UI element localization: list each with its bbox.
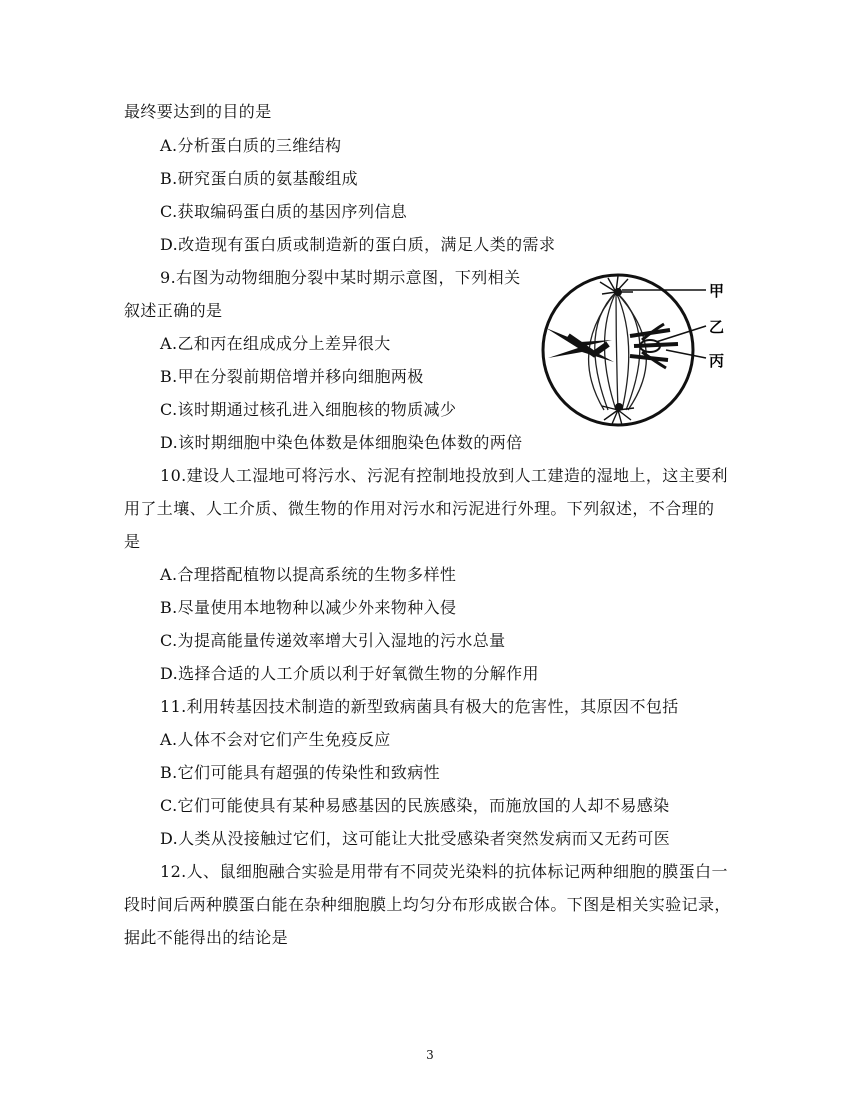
- option-a: A.人体不会对它们产生免疫反应: [160, 730, 391, 749]
- option-c: C.为提高能量传递效率增大引入湿地的污水总量: [160, 631, 506, 650]
- option-d: D.人类从没接触过它们，这可能让大批受感染者突然发病而又无药可医: [160, 829, 671, 848]
- option-a: A.乙和丙在组成成分上差异很大: [160, 334, 391, 353]
- label-yi: 乙: [709, 318, 725, 336]
- text-line: 段时间后两种膜蛋白能在杂种细胞膜上均匀分布形成嵌合体。下图是相关实验记录，: [124, 895, 731, 914]
- text-line: 是: [124, 532, 141, 551]
- option-b: B.它们可能具有超强的传染性和致病性: [160, 763, 441, 782]
- text-line: 据此不能得出的结论是: [124, 928, 289, 947]
- option-b: B.甲在分裂前期倍增并移向细胞两极: [160, 367, 424, 386]
- question-9-stem: 9.右图为动物细胞分裂中某时期示意图，下列相关: [160, 268, 521, 287]
- text-line: 叙述正确的是: [124, 301, 223, 320]
- question-11-stem: 11.利用转基因技术制造的新型致病菌具有极大的危害性，其原因不包括: [160, 697, 679, 716]
- question-10-stem: 10.建设人工湿地可将污水、污泥有控制地投放到人工建造的湿地上，这主要利: [160, 466, 728, 485]
- option-a: A.分析蛋白质的三维结构: [160, 136, 342, 155]
- text-line: 最终要达到的目的是: [124, 102, 272, 121]
- option-c: C.该时期通过核孔进入细胞核的物质减少: [160, 400, 457, 419]
- centriole-bottom: [615, 403, 623, 411]
- option-c: C.获取编码蛋白质的基因序列信息: [160, 202, 408, 221]
- centriole-top: [614, 288, 622, 296]
- option-d: D.选择合适的人工介质以利于好氧微生物的分解作用: [160, 664, 539, 683]
- cell-division-figure: [538, 270, 734, 430]
- question-12-stem: 12.人、鼠细胞融合实验是用带有不同荧光染料的抗体标记两种细胞的膜蛋白一: [160, 862, 728, 881]
- option-c: C.它们可能使具有某种易感基因的民族感染，而施放国的人却不易感染: [160, 796, 670, 815]
- label-jia: 甲: [709, 282, 725, 300]
- option-b: B.尽量使用本地物种以减少外来物种入侵: [160, 598, 457, 617]
- option-d: D.该时期细胞中染色体数是体细胞染色体数的两倍: [160, 433, 523, 452]
- page-number: 3: [426, 1048, 434, 1062]
- option-b: B.研究蛋白质的氨基酸组成: [160, 169, 359, 188]
- option-a: A.合理搭配植物以提高系统的生物多样性: [160, 565, 457, 584]
- chromosomes: [546, 324, 678, 368]
- text-line: 用了土壤、人工介质、微生物的作用对污水和污泥进行外理。下列叙述，不合理的: [124, 499, 715, 518]
- option-d: D.改造现有蛋白质或制造新的蛋白质，满足人类的需求: [160, 235, 556, 254]
- label-bing: 丙: [709, 352, 725, 370]
